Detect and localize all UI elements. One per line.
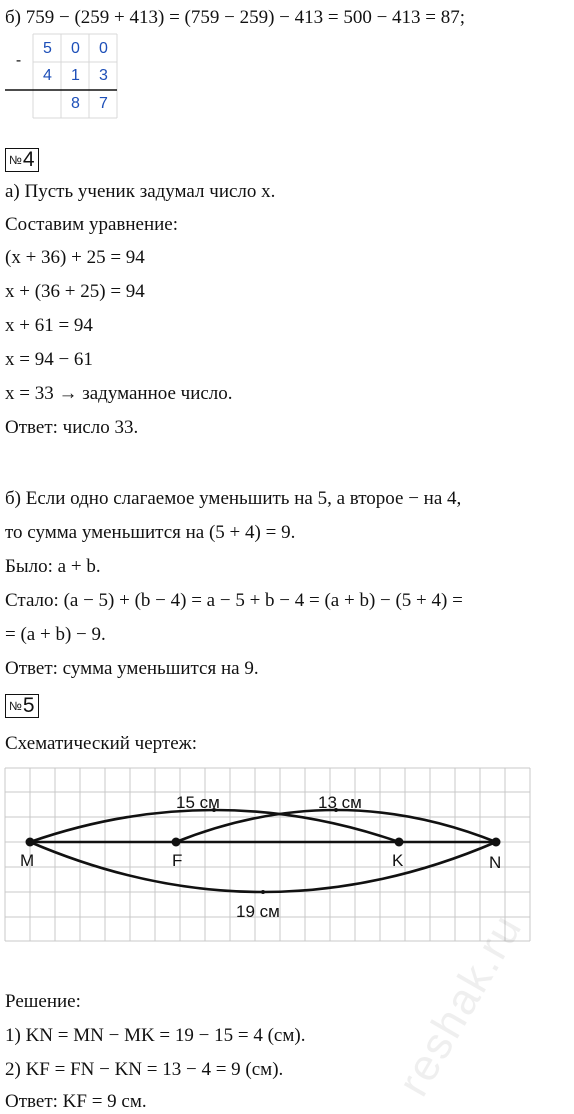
task4-b-line-1: б) Если одно слагаемое уменьшить на 5, а второе − на 4,	[5, 488, 462, 509]
watermark: reshak.ru	[388, 905, 532, 1105]
task4-a-line-5: x + 61 = 94	[5, 315, 93, 336]
task4-answer-a: Ответ: число 33.	[5, 417, 139, 438]
number-sign: №	[9, 699, 22, 713]
task4-b-line-2: то сумма уменьшится на (5 + 4) = 9.	[5, 522, 296, 543]
solution-step-2: 2) KF = FN − KN = 13 − 4 = 9 (см).	[5, 1059, 284, 1080]
label-m: M	[20, 851, 35, 870]
task4-a-line-2: Составим уравнение:	[5, 214, 179, 235]
solution-answer: Ответ: KF = 9 см.	[5, 1091, 147, 1112]
task4-b-line-4: Стало: (a − 5) + (b − 4) = a − 5 + b − 4 = (a + b) − (5 + 4) =	[5, 590, 463, 611]
task5-heading: Схематический чертеж:	[5, 733, 198, 754]
task4-b-line-5: = (a + b) − 9.	[5, 624, 106, 645]
minus-sign: -	[15, 52, 22, 69]
arc-mk	[30, 810, 399, 842]
tick-mn	[261, 890, 265, 894]
point-f	[172, 838, 181, 847]
digit-bottom-3: 3	[99, 67, 108, 84]
task4-badge	[5, 148, 39, 172]
label-19cm: 19 см	[236, 902, 280, 921]
task4-answer-b: Ответ: сумма уменьшится на 9.	[5, 658, 259, 679]
task4-a-line-4: x + (36 + 25) = 94	[5, 281, 145, 302]
digit-result-1: 8	[71, 95, 80, 112]
task5-number: 5	[22, 694, 35, 717]
task4-b-line-3: Было: a + b.	[5, 556, 101, 577]
point-m	[26, 838, 35, 847]
column-subtraction	[5, 32, 125, 127]
task4-a-line-1: а) Пусть ученик задумал число x.	[5, 181, 276, 202]
number-sign: №	[9, 153, 22, 167]
point-n	[492, 838, 501, 847]
label-15cm: 15 см	[176, 793, 220, 812]
digit-top-3: 0	[99, 40, 108, 57]
solution-step-1: 1) KN = MN − MK = 19 − 15 = 4 (см).	[5, 1025, 306, 1046]
task4-a-line-3: (x + 36) + 25 = 94	[5, 247, 145, 268]
point-k	[395, 838, 404, 847]
label-f: F	[172, 851, 183, 870]
task4-a-line-7: x = 33 → задуманное число.	[5, 383, 233, 404]
task4-number: 4	[22, 148, 35, 171]
digit-result-2: 7	[99, 95, 108, 112]
solution-heading: Решение:	[5, 991, 81, 1012]
label-13cm: 13 см	[318, 793, 362, 812]
digit-top-1: 5	[43, 40, 52, 57]
digit-top-2: 0	[71, 40, 80, 57]
label-n: N	[489, 853, 502, 872]
digit-bottom-2: 1	[71, 67, 80, 84]
part-b-expression: б) 759 − (259 + 413) = (759 − 259) − 413 = 500 − 413 = 87;	[5, 7, 466, 28]
digit-bottom-1: 4	[43, 67, 52, 84]
label-k: K	[392, 851, 404, 870]
task4-a-line-6: x = 94 − 61	[5, 349, 93, 370]
arc-fn	[176, 810, 496, 842]
task5-badge	[5, 694, 39, 718]
